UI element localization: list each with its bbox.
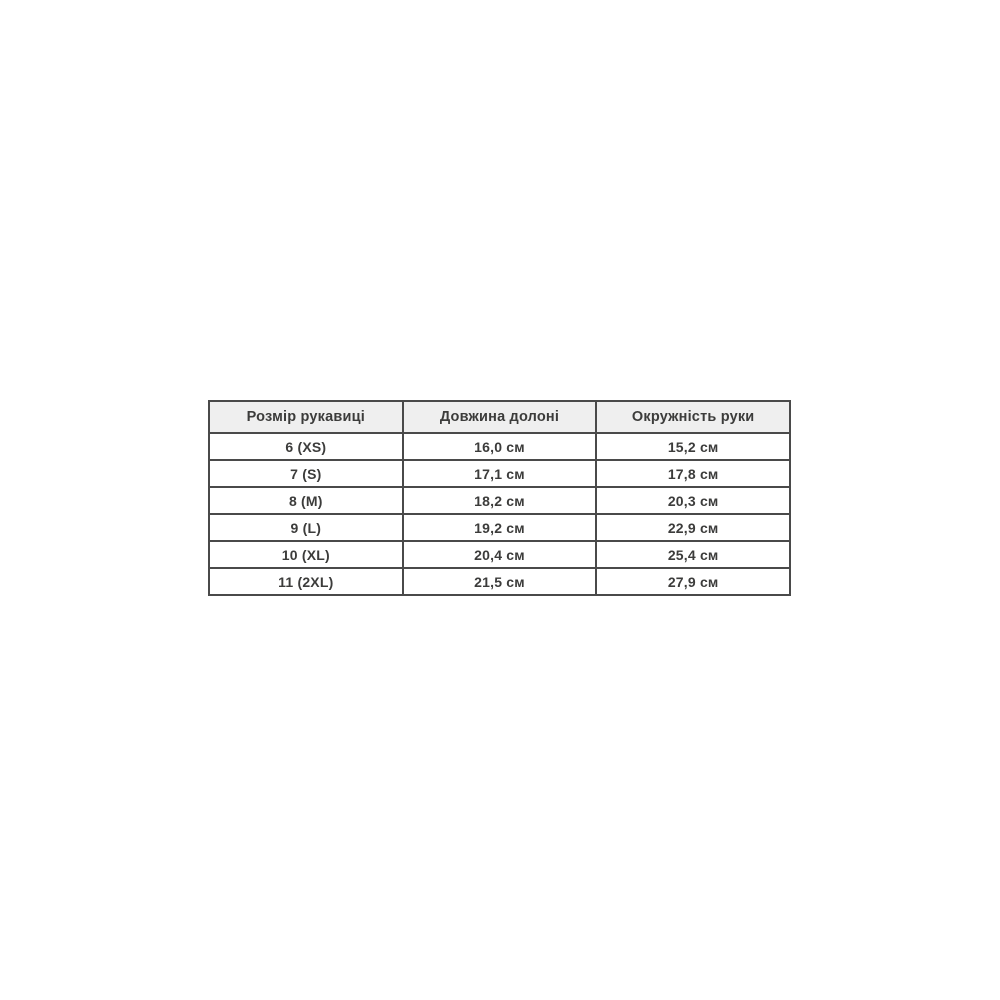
cell-size: 10 (XL) [209,541,403,568]
header-row [209,401,790,433]
table-row [209,514,790,541]
cell-hand-circumference: 22,9 см [596,514,790,541]
cell-palm-length: 21,5 см [403,568,597,595]
table-row [209,433,790,460]
cell-size: 6 (XS) [209,433,403,460]
cell-palm-length: 18,2 см [403,487,597,514]
cell-palm-length: 20,4 см [403,541,597,568]
glove-size-table [208,400,791,596]
column-header-hand-circumference: Окружність руки [596,401,790,433]
table-body [209,433,790,595]
cell-hand-circumference: 20,3 см [596,487,790,514]
cell-palm-length: 16,0 см [403,433,597,460]
cell-size: 11 (2XL) [209,568,403,595]
table-row [209,568,790,595]
cell-size: 8 (M) [209,487,403,514]
cell-hand-circumference: 15,2 см [596,433,790,460]
table-row [209,487,790,514]
column-header-palm-length: Довжина долоні [403,401,597,433]
cell-size: 9 (L) [209,514,403,541]
table-row [209,460,790,487]
cell-palm-length: 17,1 см [403,460,597,487]
cell-hand-circumference: 27,9 см [596,568,790,595]
cell-size: 7 (S) [209,460,403,487]
column-header-glove-size: Розмір рукавиці [209,401,403,433]
cell-hand-circumference: 17,8 см [596,460,790,487]
table-row [209,541,790,568]
table-header [209,401,790,433]
cell-palm-length: 19,2 см [403,514,597,541]
cell-hand-circumference: 25,4 см [596,541,790,568]
